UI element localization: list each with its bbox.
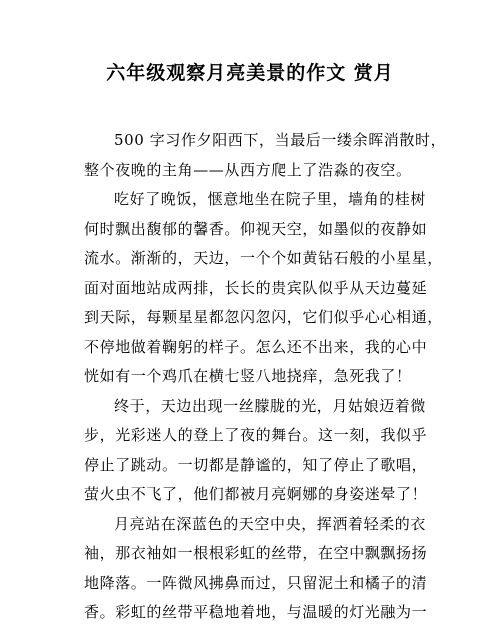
- paragraph-line: 终于，天边出现一丝朦胧的光，月姑娘迈着微: [114, 396, 427, 415]
- paragraph-line: 面对面地站成两排，长长的贵宾队似乎从天边蔓延: [84, 278, 428, 297]
- document-body: [84, 126, 447, 628]
- paragraph-line: 香。彩虹的丝带平稳地着地，与温暖的灯光融为一: [84, 603, 428, 621]
- document-title: 六年级观察月亮美景的作文 赏月: [106, 62, 394, 84]
- paragraph-line: 500 字习作夕阳西下，当最后一缕余晖消散时，: [114, 131, 447, 149]
- paragraph-line: 萤火虫不飞了，他们都被月亮婀娜的身姿迷晕了！: [84, 485, 428, 503]
- paragraph-line: 月亮站在深蓝色的天空中央，挥洒着轻柔的衣: [114, 514, 427, 533]
- paragraph-line: 地降落。一阵微风拂鼻而过，只留泥土和橘子的清: [84, 573, 428, 592]
- paragraph-line: 步，光彩迷人的登上了夜的舞台。这一刻，我似乎: [84, 426, 428, 444]
- paragraph-line: 恍如有一个鸡爪在横七竖八地挠痒，急死我了！: [84, 367, 412, 385]
- paragraph-line: 到天际，每颗星星都忽闪忽闪，它们似乎心心相通，: [84, 308, 443, 326]
- paragraph-line: 袖，那衣袖如一根根彩虹的丝带，在空中飘飘扬扬: [84, 544, 428, 562]
- paragraph-line: 何时飘出馥郁的馨香。仰视天空，如墨似的夜静如: [84, 219, 428, 238]
- paragraph-line: 吃好了晚饭，惬意地坐在院子里，墙角的桂树: [114, 190, 427, 208]
- paragraph-line: 整个夜晚的主角——从西方爬上了浩淼的夜空。: [84, 160, 412, 179]
- paragraph-line: 流水。渐渐的，天边，一个个如黄钻石般的小星星，: [84, 249, 443, 267]
- paragraph-line: 不停地做着鞠躬的样子。怎么还不出来，我的心中: [84, 337, 428, 356]
- paragraph-line: 停止了跳动。一切都是静谧的，知了停止了歌唱，: [84, 455, 428, 474]
